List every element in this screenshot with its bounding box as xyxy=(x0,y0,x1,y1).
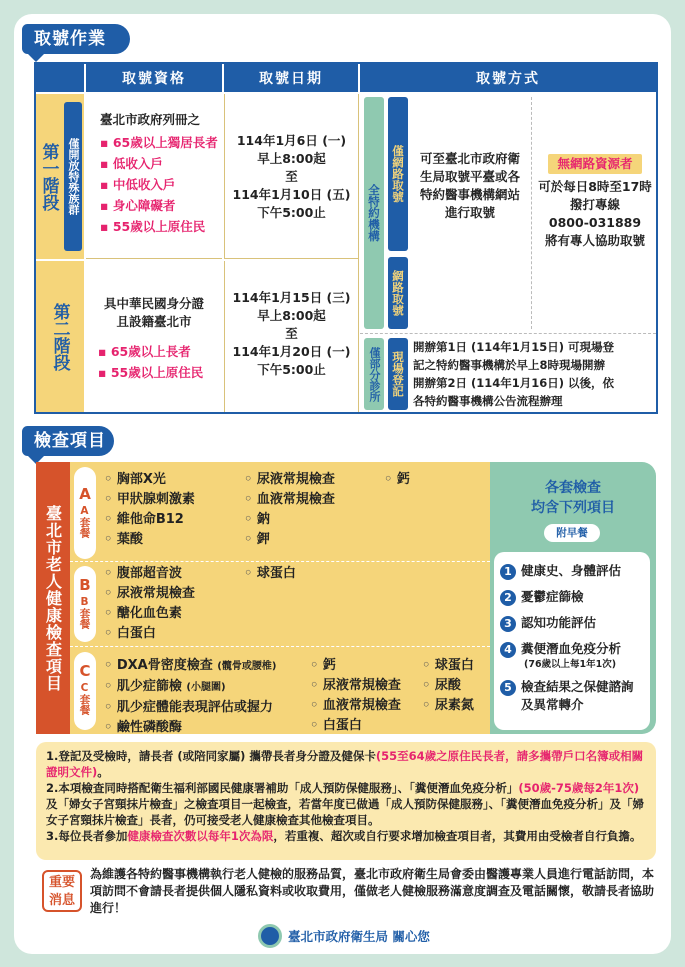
exam-item: ◦ 腹部超音波 xyxy=(104,564,195,584)
note-highlight: (55至64歲之原住民長者，請多攜帶戶口名簿或相關證明文件) xyxy=(46,749,644,779)
note-highlight: (50歲-75歲每2年1次) xyxy=(518,781,640,795)
header-text: 取號方式 xyxy=(476,71,540,87)
note-2 xyxy=(46,780,646,828)
stage2-label-block xyxy=(36,261,84,412)
list-item: ▪ 65歲以上長者 xyxy=(98,341,222,362)
stage1-label-block xyxy=(36,94,84,259)
list-item: ▪ 中低收入戶 xyxy=(100,174,222,195)
common-item xyxy=(500,640,646,658)
exam-text: 肌少症篩檢 xyxy=(116,679,182,694)
exam-item xyxy=(104,677,276,698)
package-c-label: C C套餐 xyxy=(74,652,96,730)
common-item xyxy=(500,614,646,632)
exam-note: (髖骨或腰椎) xyxy=(217,661,277,672)
checkup-side-label-block xyxy=(36,462,70,734)
label-line: 消息 xyxy=(48,893,75,908)
stage2-dates xyxy=(224,261,358,412)
common-item xyxy=(500,678,646,696)
label-line: 重要 xyxy=(48,875,75,890)
number-badge: 3 xyxy=(500,616,516,632)
stage1-group-label: 僅開放特殊族群 xyxy=(64,102,82,251)
onsite-label: 現場登記 xyxy=(391,351,405,397)
date-line: 114年1月10日 (五) xyxy=(232,187,351,202)
note-text: 及「婦女子宮頸抹片檢查」之檢查項目一起檢查，若當年度已做過「成人預防保健服務」、「糞便潛血免疫分析」及「婦女子宮頸抹片檢查」長者，仍可接受老人健康檢查其他檢查項目。 xyxy=(46,797,644,827)
package-b-col1 xyxy=(104,564,195,644)
exam-item: ◦ 球蛋白 xyxy=(244,564,296,584)
common-items-title xyxy=(490,478,656,518)
divider xyxy=(531,97,532,329)
exam-item: ◦ 尿液常規檢查 xyxy=(310,676,401,696)
phone-number: 0800-031889 xyxy=(548,215,642,230)
exam-text: 鹼性磷酸酶 xyxy=(116,720,182,735)
important-text: 為維護各特約醫事機構執行老人健檢的服務品質，臺北市政府衛生局會委由醫護專業人員進行電話訪問，本項訪問不會請長者提供個人隱私資料或收取費用，僅做老人健檢服務滿意度調查及電話關懷，敬請長者協助進行！ xyxy=(90,867,655,915)
note-text: 2.本項檢查同時搭配衛生福利部國民健康署補助「成人預防保健服務」、「糞便潛血免疫分析」 xyxy=(46,781,519,795)
divider xyxy=(358,94,359,412)
stage1-label: 第一階段 xyxy=(38,142,59,211)
common-item-text: 認知功能評估 xyxy=(521,615,597,630)
number-badge: 4 xyxy=(500,642,516,658)
exam-item: ◦ 尿素氮 xyxy=(422,696,474,716)
exam-item: ◦ 胸部X光 xyxy=(104,470,195,490)
no-internet-badge: 無網路資源者 xyxy=(548,154,642,174)
breakfast-badge: 附早餐 xyxy=(544,524,600,542)
online-method-text xyxy=(410,150,530,222)
common-item-sub: (76歲以上每1年1次) xyxy=(524,659,617,670)
exam-item: ◦ 鈣 xyxy=(310,656,401,676)
package-a-col2 xyxy=(244,470,335,550)
list-item: ▪ 55歲以上原住民 xyxy=(98,362,222,383)
exam-item: ◦ 葉酸 xyxy=(104,530,195,550)
intro-line: 具中華民國身分證 xyxy=(103,296,204,311)
header-date xyxy=(224,64,358,92)
list-item: ▪ 65歲以上獨居長者 xyxy=(100,132,222,153)
onsite-block xyxy=(388,338,408,410)
footer-text: 臺北市政府衛生局 關心您 xyxy=(288,929,430,944)
list-item: ▪ 身心障礙者 xyxy=(100,195,222,216)
health-bureau-logo-icon xyxy=(258,924,282,948)
section-title-text: 檢查項目 xyxy=(34,431,106,451)
divider xyxy=(70,646,490,647)
package-c-col1 xyxy=(104,656,276,738)
note-1 xyxy=(46,748,646,780)
exam-item: ◦ 維他命B12 xyxy=(104,510,195,530)
note-text: 3.每位長者參加 xyxy=(46,829,128,843)
method-line: 將有專人協助取號 xyxy=(544,233,645,248)
package-c-col3 xyxy=(422,656,474,716)
date-line: 下午5:00止 xyxy=(257,362,326,377)
stage2-intro xyxy=(96,295,212,331)
online-only-block xyxy=(388,97,408,251)
note-text: ，若重複、超次或自行要求增加檢查項目者，其費用由受檢者自行負擔。 xyxy=(273,829,642,843)
date-line: 114年1月20日 (一) xyxy=(232,344,351,359)
intro-line: 且設籍臺北市 xyxy=(116,314,192,329)
online-block xyxy=(388,257,408,329)
note-3 xyxy=(46,828,646,844)
exam-item xyxy=(104,656,276,677)
exam-text: 肌少症體能表現評估或握力 xyxy=(116,700,273,715)
note-text: 1.登記及受檢時，請長者 (或陪同家屬) 攜帶長者身分證及健保卡 xyxy=(46,749,376,763)
method-line: 可於每日8時至17時 xyxy=(538,179,652,194)
divider xyxy=(360,333,656,334)
partial-clinics-block xyxy=(364,338,384,410)
exam-item: ◦ 甲狀腺刺激素 xyxy=(104,490,195,510)
header-method xyxy=(360,64,656,92)
title-line: 均含下列項目 xyxy=(531,500,615,516)
date-line: 114年1月6日 (一) xyxy=(236,133,347,148)
stage2-label: 第二階段 xyxy=(49,302,70,371)
section-title-text: 取號作業 xyxy=(34,29,106,49)
note-text: 。 xyxy=(97,765,109,779)
common-item-text: 檢查結果之保健諮詢 xyxy=(521,679,634,694)
title-line: 各套檢查 xyxy=(545,480,601,496)
date-line: 114年1月15日 (三) xyxy=(232,290,351,305)
number-badge: 2 xyxy=(500,590,516,606)
partial-clinics-label: 僅部分診所 xyxy=(368,346,381,402)
exam-item: ◦ 鈉 xyxy=(244,510,335,530)
common-items-list xyxy=(494,552,650,730)
package-c-text: C套餐 xyxy=(78,682,91,715)
common-item-text: 憂鬱症篩檢 xyxy=(521,589,584,604)
date-line: 早上8:00起 xyxy=(257,308,326,323)
package-b-col2 xyxy=(244,564,296,584)
online-label: 網路取號 xyxy=(391,270,405,316)
package-a-text: A套餐 xyxy=(78,505,91,538)
section-title-checkup xyxy=(22,426,114,456)
all-clinics-block xyxy=(364,97,384,329)
stage2-eligibility xyxy=(86,261,222,412)
exam-item xyxy=(104,718,276,738)
date-line: 至 xyxy=(285,169,298,184)
method-line: 進行取號 xyxy=(444,205,495,220)
stage1-intro: 臺北市政府列冊之 xyxy=(100,112,201,127)
method-line: 開辦第1日 (114年1月15日) 可現場登 xyxy=(413,340,615,354)
common-item-text: 糞便潛血免疫分析 xyxy=(521,641,622,656)
section-title-registration xyxy=(22,24,130,54)
header-text: 取號資格 xyxy=(122,71,186,87)
common-item xyxy=(500,562,646,580)
exam-item: ◦ 鈣 xyxy=(384,470,410,490)
package-c-col2 xyxy=(310,656,401,736)
common-item-text: 健康史、身體評估 xyxy=(521,563,622,578)
exam-item: ◦ 白蛋白 xyxy=(104,624,195,644)
exam-note: (小腿圍) xyxy=(186,682,226,693)
date-line: 至 xyxy=(285,326,298,341)
checkup-side-label: 臺北市老人健康檢查項目 xyxy=(43,504,63,692)
date-line: 早上8:00起 xyxy=(257,151,326,166)
method-line: 各特約醫事機構公告流程辦理 xyxy=(413,394,563,408)
exam-item: ◦ 血液常規檢查 xyxy=(244,490,335,510)
exam-item: ◦ 醣化血色素 xyxy=(104,604,195,624)
list-item: ▪ 55歲以上原住民 xyxy=(100,216,222,237)
method-line: 撥打專線 xyxy=(569,197,620,212)
header-eligibility xyxy=(86,64,222,92)
package-a-label: A A套餐 xyxy=(74,467,96,559)
header-text: 取號日期 xyxy=(259,71,323,87)
package-b-label: B B套餐 xyxy=(74,566,96,642)
method-line: 特約醫事機構網站 xyxy=(419,187,520,202)
note-highlight: 健康檢查次數以每年1次為限 xyxy=(127,829,274,843)
exam-text: DXA骨密度檢查 xyxy=(116,658,213,673)
method-line: 開辦第2日 (114年1月16日) 以後，依 xyxy=(413,376,615,390)
exam-item: ◦ 白蛋白 xyxy=(310,716,401,736)
date-line: 下午5:00止 xyxy=(257,205,326,220)
stage1-dates xyxy=(224,94,358,259)
method-line: 記之特約醫事機構於早上8時現場開辦 xyxy=(413,358,605,372)
method-line: 生局取號平臺或各 xyxy=(419,169,520,184)
number-badge: 1 xyxy=(500,564,516,580)
header-corner xyxy=(36,64,84,92)
notes-box xyxy=(36,742,656,860)
exam-item: ◦ 鉀 xyxy=(244,530,335,550)
exam-item: ◦ 尿液常規檢查 xyxy=(244,470,335,490)
exam-item: ◦ 血液常規檢查 xyxy=(310,696,401,716)
package-a-col3 xyxy=(384,470,410,490)
common-item xyxy=(500,588,646,606)
phone-method-text xyxy=(534,178,656,250)
list-item: ▪ 低收入戶 xyxy=(100,153,222,174)
onsite-method-text xyxy=(413,338,657,410)
important-label xyxy=(42,870,82,912)
number-badge: 5 xyxy=(500,680,516,696)
package-a-col1 xyxy=(104,470,195,550)
method-line: 可至臺北市政府衛 xyxy=(419,151,520,166)
exam-item: ◦ 球蛋白 xyxy=(422,656,474,676)
common-item-sub: 及異常轉介 xyxy=(521,697,584,712)
exam-item: ◦ 尿酸 xyxy=(422,676,474,696)
exam-item: ◦ 尿液常規檢查 xyxy=(104,584,195,604)
stage2-list xyxy=(96,341,222,383)
package-b-text: B套餐 xyxy=(78,596,91,629)
divider xyxy=(70,561,490,562)
stage1-eligibility xyxy=(86,94,222,259)
stage1-list xyxy=(100,132,222,237)
online-only-label: 僅網路取號 xyxy=(391,145,405,203)
exam-item xyxy=(104,698,276,718)
all-clinics-label: 全特約機構 xyxy=(367,184,381,242)
